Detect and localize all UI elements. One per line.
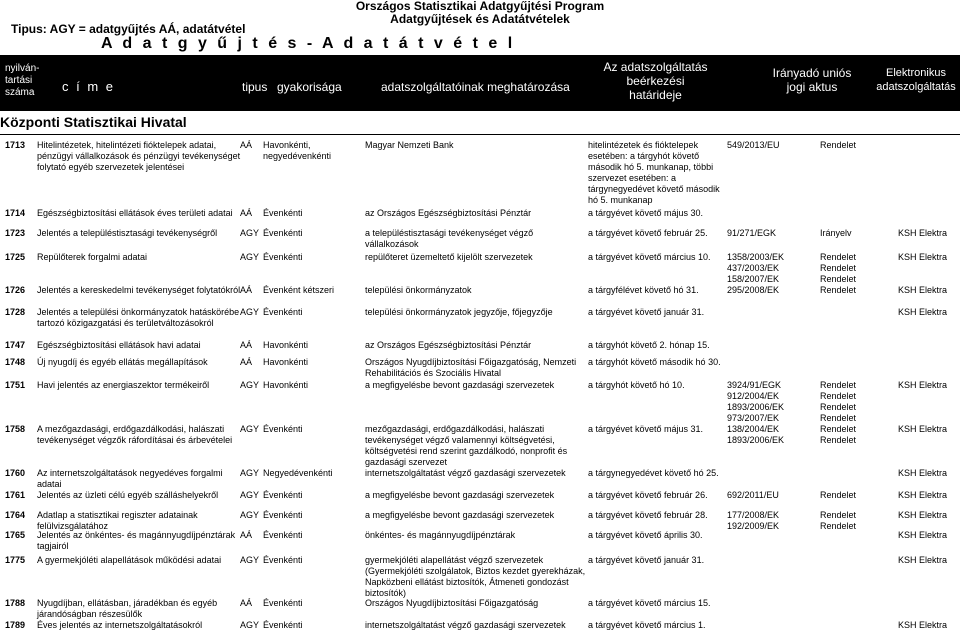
row-deadline: a tárgyévet követő február 25. <box>588 228 708 238</box>
row-number: 1728 <box>5 307 26 317</box>
row-deadline: a tárgyfélévet követő hó 31. <box>588 285 699 295</box>
row-providers: az Országos Egészségbiztosítási Pénztár <box>365 208 532 218</box>
row-number: 1760 <box>5 468 26 478</box>
row-law: 549/2013/EU <box>727 140 780 150</box>
row-deadline: a tárgyévet követő március 15. <box>588 598 711 608</box>
row-providers: a megfigyelésbe bevont gazdasági szervezetek <box>365 490 555 500</box>
row-law: 295/2008/EK <box>727 285 780 295</box>
row-law-type: Rendelet Rendelet <box>820 510 857 531</box>
row-electronic: KSH Elektra <box>898 285 948 295</box>
col-frequency: gyakorisága <box>277 80 342 94</box>
row-type: AÁ <box>240 140 253 150</box>
row-deadline: a tárgyhót követő második hó 30. <box>588 357 721 367</box>
row-providers: önkéntes- és magánnyugdíjpénztárak <box>365 530 516 540</box>
row-number: 1723 <box>5 228 26 238</box>
row-providers: települési önkormányzatok jegyzője, főjegyzője <box>365 307 553 317</box>
row-title: Hitelintézetek, hitelintézeti fióktelepek adatai, pénzügyi vállalkozások és pénzügyi tevékenységet folytató egyéb szervezetek jelentései <box>37 140 241 172</box>
row-frequency: Évenkénti <box>263 598 303 608</box>
row-providers: repülőteret üzemeltető kijelölt szervezetek <box>365 252 533 262</box>
row-title: Adatlap a statisztikai regiszter adatainak felülvizsgálatához <box>37 510 198 531</box>
row-title: Új nyugdíj és egyéb ellátás megállapítások <box>37 357 208 367</box>
row-providers: Országos Nyugdíjbiztosítási Főigazgatóság, Nemzeti Rehabilitációs és Szociális Hivatal <box>365 357 577 378</box>
row-number: 1775 <box>5 555 26 565</box>
row-frequency: Havonkénti <box>263 357 309 367</box>
row-electronic: KSH Elektra <box>898 510 948 520</box>
row-electronic: KSH Elektra <box>898 252 948 262</box>
row-law: 3924/91/EGK 912/2004/EK 1893/2006/EK 973/2007/EK <box>727 380 785 423</box>
row-number: 1758 <box>5 424 26 434</box>
section-rule <box>0 134 960 135</box>
row-number: 1764 <box>5 510 26 520</box>
col-name: c í m e <box>62 79 116 94</box>
row-title: Jelentés az önkéntes- és magánnyugdíjpénztárak tagjairól <box>37 530 236 551</box>
row-frequency: Negyedévenkénti <box>263 468 333 478</box>
row-electronic: KSH Elektra <box>898 228 948 238</box>
row-frequency: Évenkénti <box>263 555 303 565</box>
row-type: AÁ <box>240 208 253 218</box>
row-deadline: a tárgyévet követő január 31. <box>588 307 705 317</box>
row-type: AÁ <box>240 598 253 608</box>
row-deadline: a tárgynegyedévet követő hó 25. <box>588 468 719 478</box>
row-providers: internetszolgáltatást végző gazdasági szervezetek <box>365 620 566 630</box>
row-number: 1789 <box>5 620 26 630</box>
col-type: tipus <box>242 80 268 94</box>
row-number: 1726 <box>5 285 26 295</box>
row-providers: Országos Nyugdíjbiztosítási Főigazgatóság <box>365 598 539 608</box>
row-law-type: Irányelv <box>820 228 852 238</box>
row-number: 1751 <box>5 380 26 390</box>
row-deadline: a tárgyévet követő május 30. <box>588 208 704 218</box>
row-title: Egészségbiztosítási ellátások éves területi adatai <box>37 208 233 218</box>
row-frequency: Havonkénti, negyedévenkénti <box>263 140 332 161</box>
program-subtitle: Adatgyűjtések és Adatátvételek <box>390 12 570 26</box>
row-deadline: a tárgyévet követő április 30. <box>588 530 703 540</box>
row-title: Egészségbiztosítási ellátások havi adatai <box>37 340 201 350</box>
row-law: 1358/2003/EK 437/2003/EK 158/2007/EK <box>727 252 785 284</box>
row-deadline: a tárgyhót követő hó 10. <box>588 380 685 390</box>
row-providers: gyermekjóléti alapellátást végző szervezetek (Gyermekjóléti szolgálatok, Biztos kezdet gyerekházak, Napközbeni ellátást biztosítók, Átmeneti gondozást biztosítók) <box>365 555 586 598</box>
row-title: Az internetszolgáltatások negyedéves forgalmi adatai <box>37 468 223 489</box>
row-type: AGY <box>240 620 260 630</box>
row-deadline: a tárgyévet követő május 31. <box>588 424 704 434</box>
row-title: Jelentés a kereskedelmi tevékenységet folytatókról <box>37 285 241 295</box>
row-title: Nyugdíjban, ellátásban, járadékban és egyéb járandóságban részesülők <box>37 598 218 619</box>
row-number: 1788 <box>5 598 26 608</box>
row-type: AGY <box>240 307 260 317</box>
row-type: AGY <box>240 490 260 500</box>
row-type: AGY <box>240 424 260 434</box>
row-law: 91/271/EGK <box>727 228 777 238</box>
row-frequency: Havonkénti <box>263 380 309 390</box>
col-law: Irányadó uniós jogi aktus <box>772 66 852 94</box>
col-electronic: Elektronikus adatszolgáltatás <box>876 67 956 93</box>
row-title: Jelentés a települési önkormányzatok hatáskörébe tartozó közigazgatási és területváltozásokról <box>37 307 240 328</box>
row-providers: mezőgazdasági, erdőgazdálkodási, halászati tevékenységet végző valamennyi költségvetési, költségvetési rend szerint gazdálkodó, nonprofit és gazdasági szervezet <box>365 424 568 467</box>
row-number: 1765 <box>5 530 26 540</box>
row-type: AÁ <box>240 340 253 350</box>
row-frequency: Évenkénti <box>263 307 303 317</box>
row-frequency: Évenként kétszeri <box>263 285 335 295</box>
row-frequency: Évenkénti <box>263 530 303 540</box>
row-type: AGY <box>240 228 260 238</box>
row-frequency: Évenkénti <box>263 490 303 500</box>
section-title: Központi Statisztikai Hivatal <box>0 114 187 130</box>
row-number: 1725 <box>5 252 26 262</box>
row-title: Éves jelentés az internetszolgáltatásokról <box>37 620 203 630</box>
row-type: AGY <box>240 555 260 565</box>
row-deadline: a tárgyévet követő január 31. <box>588 555 705 565</box>
row-title: A gyermekjóléti alapellátások működési adatai <box>37 555 222 565</box>
row-type: AÁ <box>240 530 253 540</box>
row-frequency: Évenkénti <box>263 510 303 520</box>
spaced-heading: A d a t g y ű j t é s - A d a t á t v é t e l <box>101 35 516 52</box>
row-frequency: Évenkénti <box>263 208 303 218</box>
row-providers: a településtisztasági tevékenységet végző vállalkozások <box>365 228 534 249</box>
row-frequency: Havonkénti <box>263 340 309 350</box>
row-frequency: Évenkénti <box>263 252 303 262</box>
row-frequency: Évenkénti <box>263 620 303 630</box>
row-electronic: KSH Elektra <box>898 620 948 630</box>
row-providers: a megfigyelésbe bevont gazdasági szervezetek <box>365 380 555 390</box>
row-electronic: KSH Elektra <box>898 555 948 565</box>
row-number: 1748 <box>5 357 26 367</box>
row-deadline: hitelintézetek és fióktelepek esetében: a tárgyhót követő második hó 5. munkanap, többi szervezet esetében: a tárgynegyedévet követő második hó 5. munkanap <box>588 140 720 205</box>
row-law-type: Rendelet Rendelet Rendelet Rendelet <box>820 380 857 423</box>
row-law: 692/2011/EU <box>727 490 779 500</box>
type-legend: Tipus: AGY = adatgyűjtés AÁ, adatátvétel <box>11 22 246 36</box>
row-deadline: a tárgyévet követő március 10. <box>588 252 711 262</box>
row-deadline: a tárgyévet követő március 1. <box>588 620 706 630</box>
row-electronic: KSH Elektra <box>898 530 948 540</box>
row-electronic: KSH Elektra <box>898 468 948 478</box>
row-frequency: Évenkénti <box>263 228 303 238</box>
row-law-type: Rendelet Rendelet Rendelet <box>820 252 857 284</box>
row-type: AÁ <box>240 357 253 367</box>
row-providers: települési önkormányzatok <box>365 285 472 295</box>
row-title: A mezőgazdasági, erdőgazdálkodási, halászati tevékenységet végzők ráfordításai és árbevételei <box>37 424 233 445</box>
row-electronic: KSH Elektra <box>898 380 948 390</box>
col-providers: adatszolgáltatóinak meghatározása <box>381 80 570 94</box>
row-number: 1714 <box>5 208 26 218</box>
row-deadline: a tárgyhót követő 2. hónap 15. <box>588 340 710 350</box>
row-law: 138/2004/EK 1893/2006/EK <box>727 424 785 445</box>
row-title: Havi jelentés az energiaszektor termékeiről <box>37 380 210 390</box>
row-providers: Magyar Nemzeti Bank <box>365 140 454 150</box>
row-law-type: Rendelet Rendelet <box>820 424 857 445</box>
row-number: 1761 <box>5 490 26 500</box>
row-deadline: a tárgyévet követő február 28. <box>588 510 708 520</box>
row-title: Jelentés az üzleti célú egyéb szálláshelyekről <box>37 490 219 500</box>
row-providers: a megfigyelésbe bevont gazdasági szervezetek <box>365 510 555 520</box>
row-type: AGY <box>240 252 260 262</box>
row-number: 1713 <box>5 140 26 150</box>
row-electronic: KSH Elektra <box>898 307 948 317</box>
row-providers: az Országos Egészségbiztosítási Pénztár <box>365 340 532 350</box>
row-type: AGY <box>240 380 260 390</box>
row-law: 177/2008/EK 192/2009/EK <box>727 510 780 531</box>
row-frequency: Évenkénti <box>263 424 303 434</box>
col-deadline: Az adatszolgáltatás beérkezési határideje <box>603 60 708 102</box>
col-number: nyilván- tartási száma <box>5 63 40 98</box>
row-type: AGY <box>240 510 260 520</box>
row-title: Jelentés a településtisztasági tevékenységről <box>37 228 218 238</box>
row-law-type: Rendelet <box>820 140 857 150</box>
row-deadline: a tárgyévet követő február 26. <box>588 490 708 500</box>
row-law-type: Rendelet <box>820 490 857 500</box>
row-electronic: KSH Elektra <box>898 490 948 500</box>
row-electronic: KSH Elektra <box>898 424 948 434</box>
row-title: Repülőterek forgalmi adatai <box>37 252 148 262</box>
row-type: AÁ <box>240 285 253 295</box>
program-title: Országos Statisztikai Adatgyűjtési Program <box>355 0 605 13</box>
column-header-bar <box>0 55 960 111</box>
row-providers: internetszolgáltatást végző gazdasági szervezetek <box>365 468 566 478</box>
row-number: 1747 <box>5 340 26 350</box>
row-law-type: Rendelet <box>820 285 857 295</box>
row-type: AGY <box>240 468 260 478</box>
